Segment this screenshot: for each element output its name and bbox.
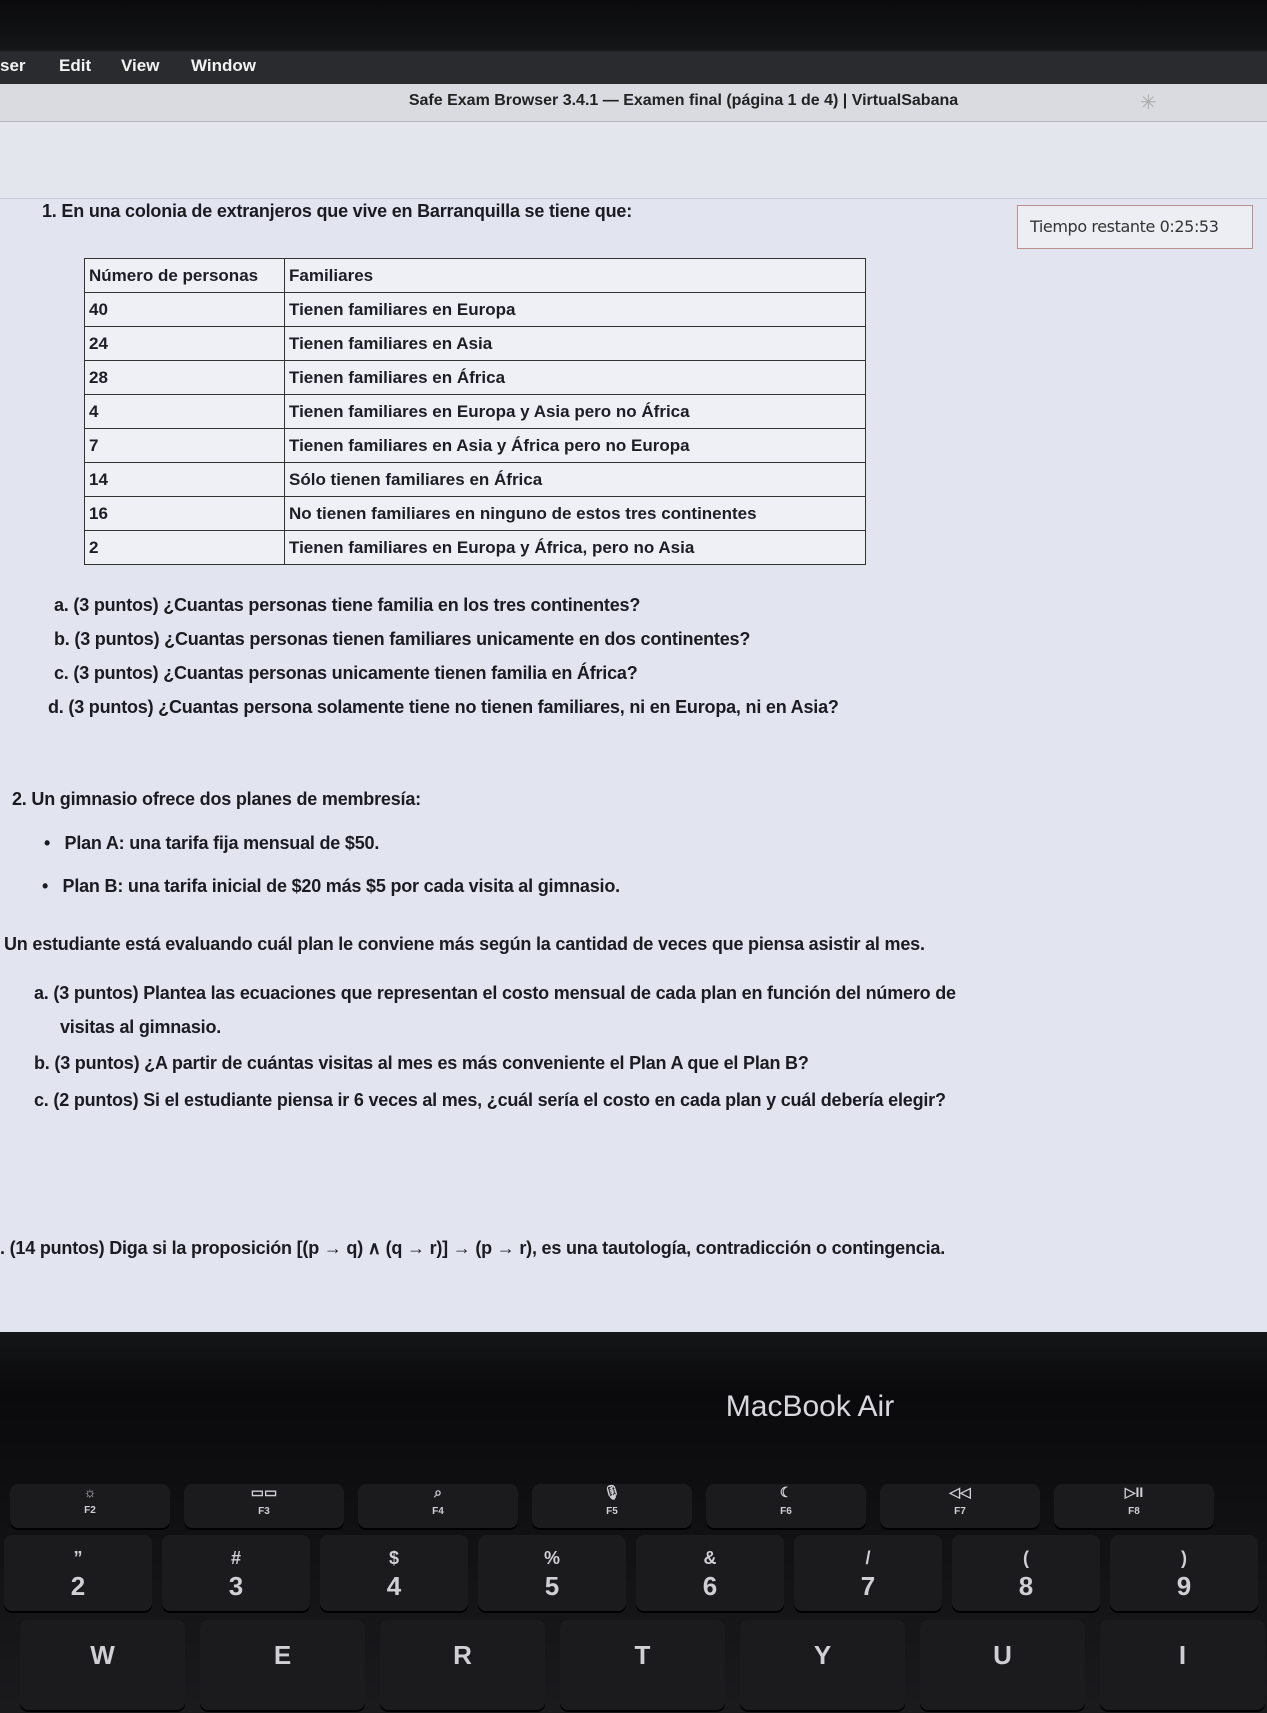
cell-description: Tienen familiares en Europa y África, pero no Asia <box>285 531 866 565</box>
table-row <box>85 497 866 531</box>
question-3: . (14 puntos) Diga si la proposición [(p → q) ∧ (q → r)] → (p → r), es una tautología, contradicción o contingencia. <box>0 1238 946 1258</box>
cell-description: Tienen familiares en Asia y África pero no Europa <box>285 429 866 463</box>
bullet-plan-a: • Plan A: una tarifa fija mensual de $50. <box>44 833 380 853</box>
table-row <box>85 531 866 565</box>
fkey-icon: ⌕ <box>434 1484 442 1500</box>
letter-key[interactable]: Y <box>740 1620 905 1710</box>
key-symbol: ) <box>1181 1548 1187 1568</box>
function-key[interactable] <box>706 1484 866 1528</box>
cell-description: Tienen familiares en África <box>285 361 866 395</box>
question-1-title: 1. En una colonia de extranjeros que vive en Barranquilla se tiene que: <box>42 201 632 221</box>
letter-key[interactable]: R <box>380 1620 545 1710</box>
cell-description: Tienen familiares en Europa <box>285 293 866 327</box>
table-row <box>85 327 866 361</box>
question-2a-cont: visitas al gimnasio. <box>60 1017 222 1037</box>
window-title: Safe Exam Browser 3.4.1 — Examen final (página 1 de 4) | VirtualSabana <box>408 92 959 109</box>
number-key[interactable] <box>794 1535 942 1611</box>
menu-window[interactable]: Window <box>191 56 256 75</box>
question-2b: b. (3 puntos) ¿A partir de cuántas visitas al mes es más conveniente el Plan A que el Plan B? <box>34 1053 809 1073</box>
window-titlebar <box>0 84 1267 122</box>
number-key[interactable] <box>4 1535 152 1611</box>
fkey-icon: ▷II <box>1124 1484 1144 1500</box>
key-number: 2 <box>70 1571 86 1601</box>
fkey-label: F6 <box>780 1506 792 1517</box>
key-number: 7 <box>860 1571 876 1601</box>
letter-key[interactable]: I <box>1100 1620 1265 1710</box>
fkey-label: F7 <box>954 1506 966 1517</box>
cell-count: 40 <box>85 293 285 327</box>
key-symbol: & <box>703 1548 717 1568</box>
menu-bar <box>0 0 1267 84</box>
table-row <box>85 463 866 497</box>
question-1a: a. (3 puntos) ¿Cuantas personas tiene familia en los tres continentes? <box>54 595 641 615</box>
table-row <box>85 395 866 429</box>
key-number: 5 <box>544 1571 560 1601</box>
function-key[interactable] <box>1054 1484 1214 1528</box>
fkey-label: F2 <box>84 1505 96 1516</box>
bullet-plan-b: • Plan B: una tarifa inicial de $20 más $5 por cada visita al gimnasio. <box>42 876 620 896</box>
key-symbol: % <box>543 1548 560 1568</box>
key-symbol: ” <box>73 1548 83 1568</box>
data-table <box>84 258 866 565</box>
letter-key[interactable]: E <box>200 1620 365 1710</box>
cell-description: Tienen familiares en Asia <box>285 327 866 361</box>
fkey-icon: ◁◁ <box>949 1484 971 1500</box>
question-2-intro: Un estudiante está evaluando cuál plan le conviene más según la cantidad de veces que piensa asistir al mes. <box>4 934 925 954</box>
fkey-label: F4 <box>432 1506 444 1517</box>
question-2c: c. (2 puntos) Si el estudiante piensa ir 6 veces al mes, ¿cuál sería el costo en cada plan y cuál debería elegir? <box>34 1090 946 1110</box>
question-2a: a. (3 puntos) Plantea las ecuaciones que representan el costo mensual de cada plan en función del número de <box>34 983 956 1003</box>
fkey-label: F5 <box>606 1506 618 1517</box>
key-number: 6 <box>702 1571 718 1601</box>
cell-count: 16 <box>85 497 285 531</box>
function-key[interactable] <box>532 1484 692 1528</box>
menu-edit[interactable]: Edit <box>59 56 92 75</box>
time-remaining: Tiempo restante 0:25:53 <box>1017 205 1253 249</box>
question-1c: c. (3 puntos) ¿Cuantas personas unicamente tienen familia en África? <box>54 663 638 683</box>
key-symbol: # <box>230 1548 241 1568</box>
key-symbol: / <box>865 1548 871 1568</box>
cell-description: No tienen familiares en ninguno de estos tres continentes <box>285 497 866 531</box>
fkey-icon: ☼ <box>83 1484 97 1500</box>
fkey-label: F8 <box>1128 1506 1140 1517</box>
fkey-icon: ▭▭ <box>250 1484 278 1500</box>
function-key[interactable] <box>10 1484 170 1528</box>
cell-count: 4 <box>85 395 285 429</box>
cell-count: 14 <box>85 463 285 497</box>
macbook-brand: MacBook Air <box>725 1390 895 1423</box>
table-row <box>85 293 866 327</box>
letter-key[interactable]: W <box>20 1620 185 1710</box>
number-key[interactable] <box>636 1535 784 1611</box>
function-key[interactable] <box>880 1484 1040 1528</box>
menu-browser[interactable]: ser <box>0 56 26 75</box>
letter-key[interactable]: U <box>920 1620 1085 1710</box>
key-number: 9 <box>1176 1571 1192 1601</box>
function-key[interactable] <box>184 1484 344 1528</box>
key-number: 8 <box>1018 1571 1034 1601</box>
cell-count: 7 <box>85 429 285 463</box>
cell-description: Sólo tienen familiares en África <box>285 463 866 497</box>
key-number: 3 <box>228 1571 244 1601</box>
table-row <box>85 429 866 463</box>
question-2-title: 2. Un gimnasio ofrece dos planes de membresía: <box>12 789 421 809</box>
loading-spinner-icon: ✳ <box>1140 90 1157 114</box>
plan-a-text: Plan A: una tarifa fija mensual de $50. <box>64 833 380 853</box>
number-key[interactable] <box>952 1535 1100 1611</box>
table-header <box>85 259 866 293</box>
number-key[interactable] <box>1110 1535 1258 1611</box>
cell-count: 2 <box>85 531 285 565</box>
number-key[interactable] <box>162 1535 310 1611</box>
menu-view[interactable]: View <box>121 56 160 75</box>
table-row <box>85 361 866 395</box>
key-number: 4 <box>386 1571 402 1601</box>
question-1b: b. (3 puntos) ¿Cuantas personas tienen familiares unicamente en dos continentes? <box>54 629 751 649</box>
fkey-label: F3 <box>258 1506 270 1517</box>
header-cell: Familiares <box>285 259 866 293</box>
function-key[interactable] <box>358 1484 518 1528</box>
number-key[interactable] <box>478 1535 626 1611</box>
cell-count: 24 <box>85 327 285 361</box>
number-key[interactable] <box>320 1535 468 1611</box>
letter-key[interactable]: T <box>560 1620 725 1710</box>
key-symbol: ( <box>1023 1548 1029 1568</box>
plan-b-text: Plan B: una tarifa inicial de $20 más $5 por cada visita al gimnasio. <box>62 876 620 896</box>
header-cell: Número de personas <box>85 259 285 293</box>
key-symbol: $ <box>388 1548 399 1568</box>
fkey-icon: ☾ <box>779 1484 793 1500</box>
cell-description: Tienen familiares en Europa y Asia pero no África <box>285 395 866 429</box>
fkey-icon: 🎙 <box>603 1484 621 1500</box>
question-1d: d. (3 puntos) ¿Cuantas persona solamente tiene no tienen familiares, ni en Europa, ni en Asia? <box>48 697 839 717</box>
cell-count: 28 <box>85 361 285 395</box>
